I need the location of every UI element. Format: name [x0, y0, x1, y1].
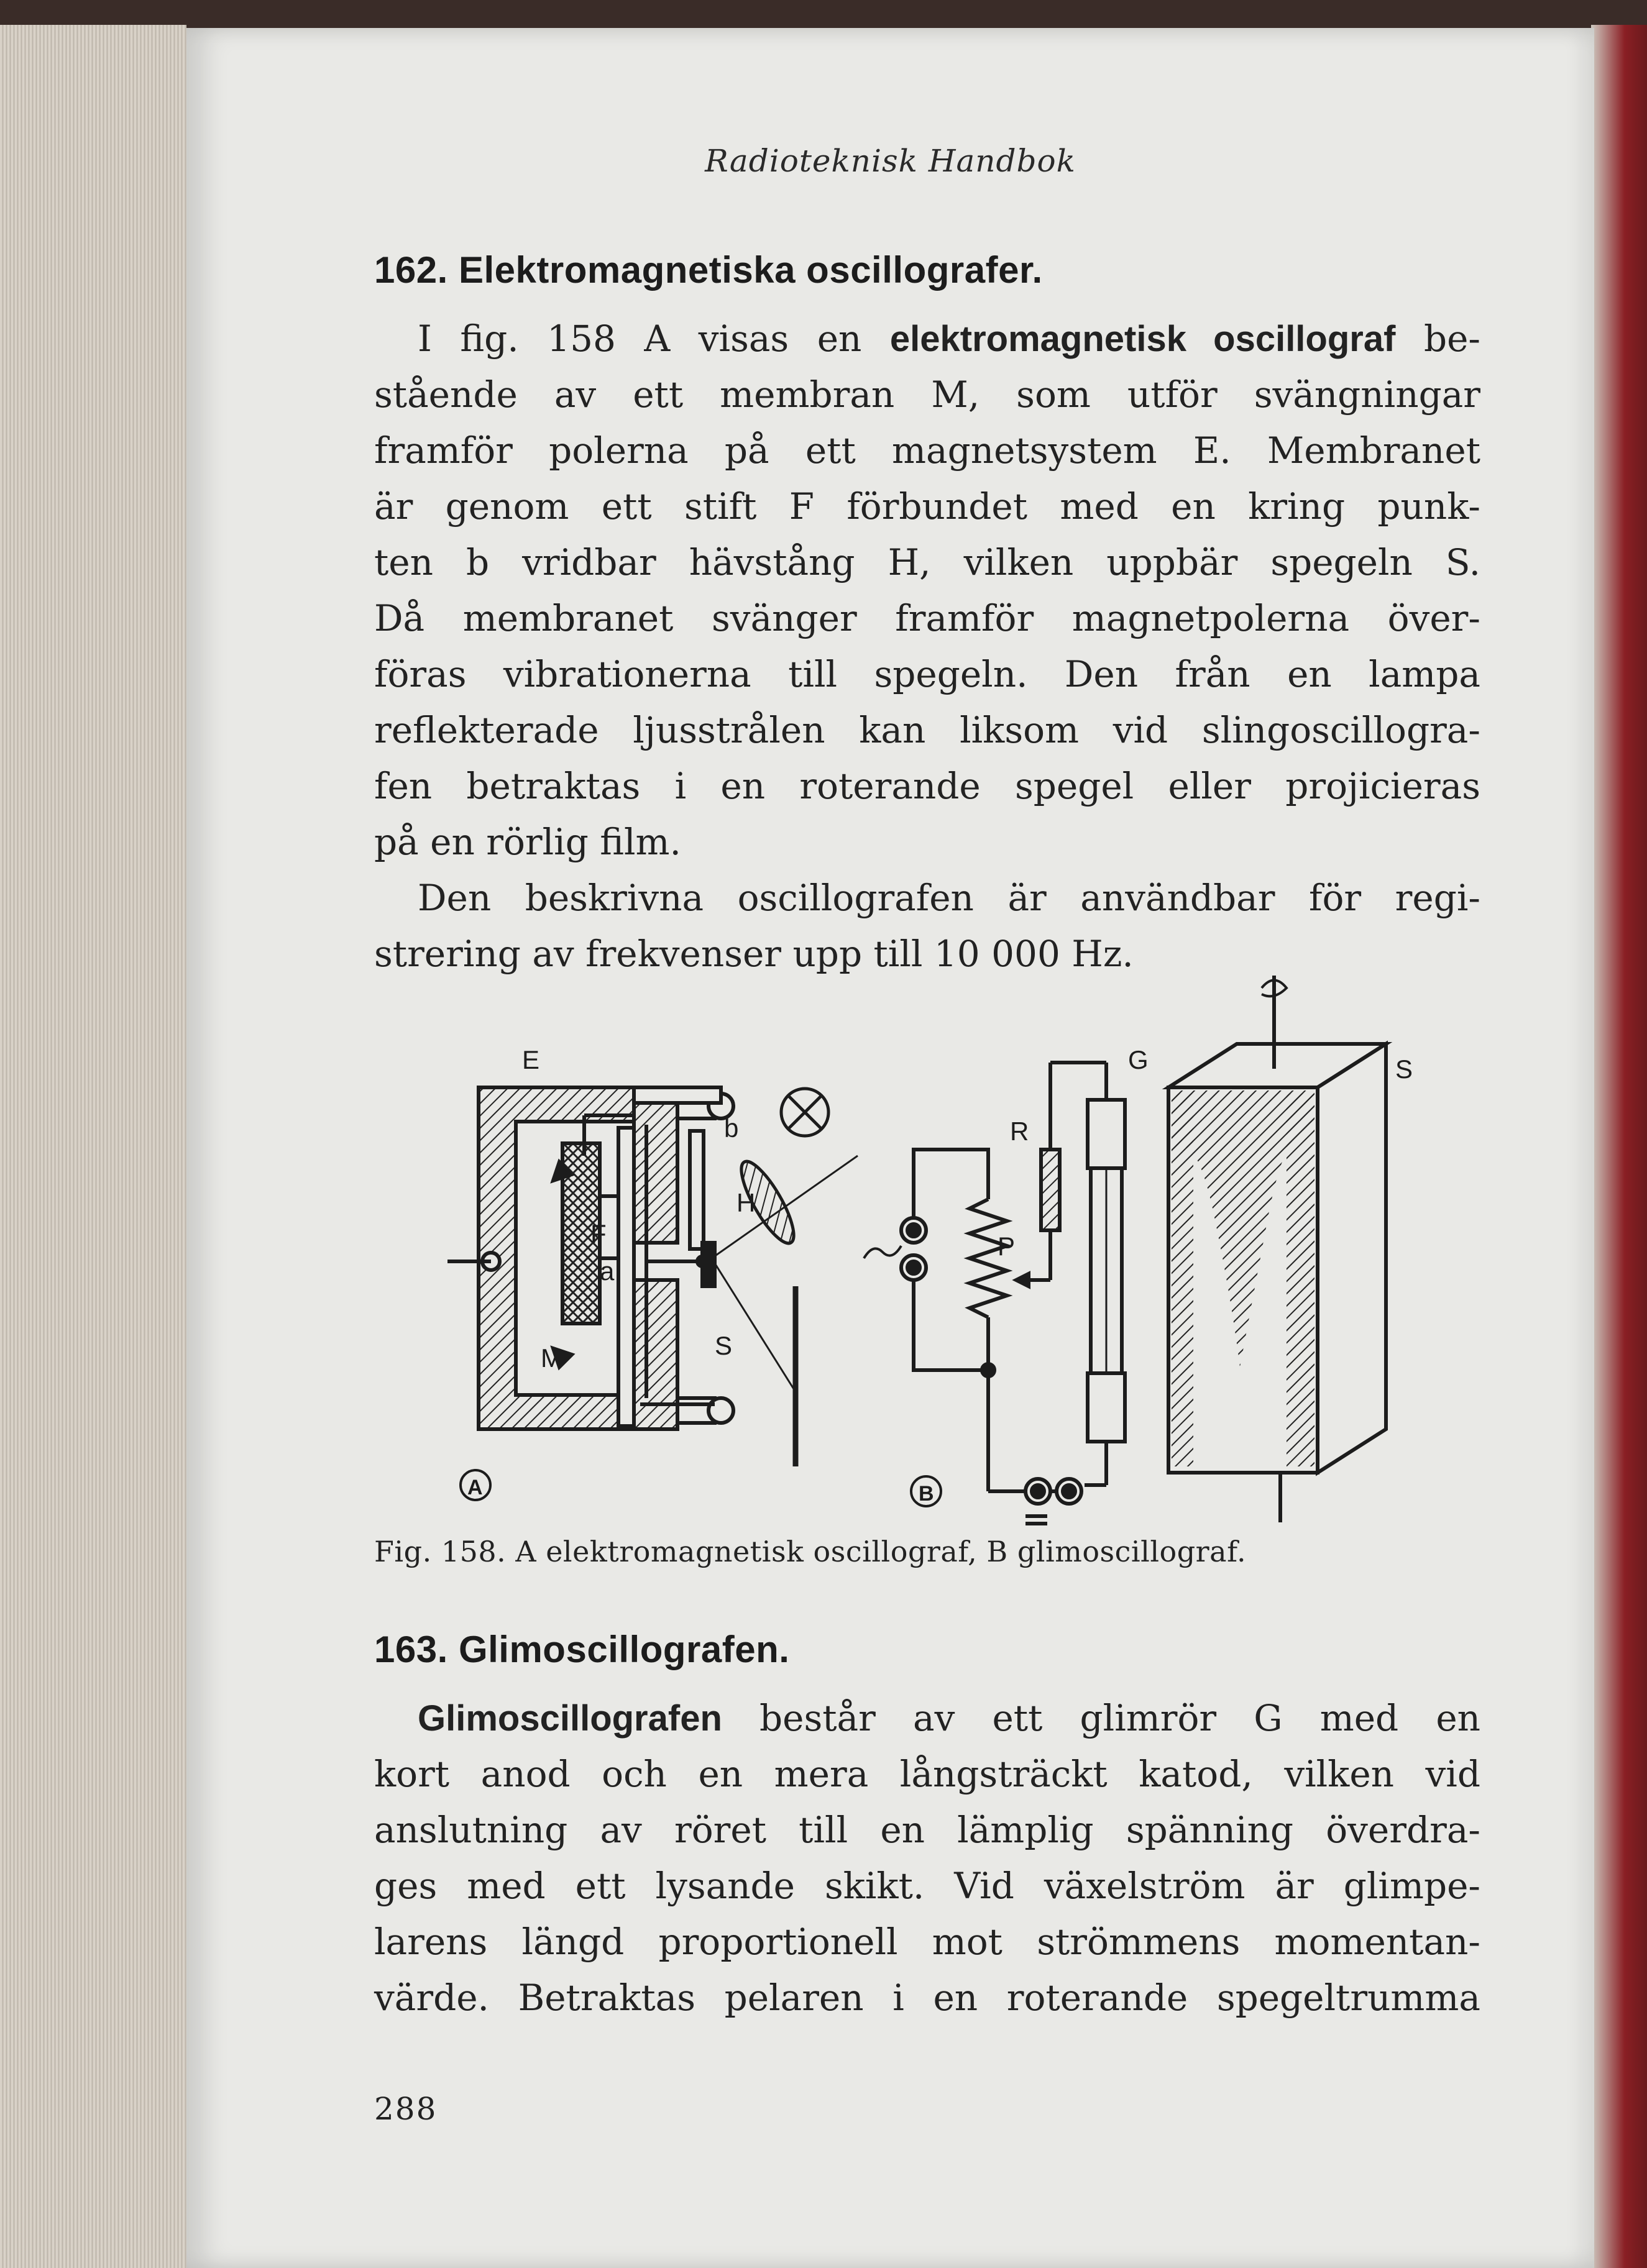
lens-and-lamp — [732, 1089, 828, 1466]
label-A: A — [467, 1476, 483, 1499]
text-line: reflekterade ljusstrålen kan liksom vid slingoscillogra- — [374, 709, 1480, 751]
page-stack-edge — [0, 25, 186, 2268]
bold-term: elektromagnetisk oscillograf — [889, 319, 1396, 359]
text-line: I fig. 158 A visas en elektromagnetisk oscillograf be- — [418, 318, 1480, 360]
label-B: B — [919, 1482, 934, 1506]
text-line: på en rörlig film. — [374, 821, 681, 863]
text-line: Den beskrivna oscillografen är användbar för regi- — [418, 877, 1480, 919]
text-line: ges med ett lysande skikt. Vid växelström är glimpe- — [374, 1865, 1480, 1907]
label-G: G — [1128, 1045, 1149, 1074]
text-line: anslutning av röret till en lämplig spänning överdra- — [374, 1809, 1480, 1851]
rotating-mirror-drum — [1168, 976, 1386, 1522]
text-line: strering av frekvenser upp till 10 000 Hz. — [374, 933, 1134, 975]
section-heading-162: 162. Elektromagnetiska oscillografer. — [374, 249, 1043, 291]
label-P: P — [998, 1232, 1016, 1261]
figure-158 — [429, 969, 1473, 1541]
oscillograph-b-diagram — [864, 1063, 1125, 1524]
bold-term: Glimoscillografen — [418, 1698, 722, 1739]
part-a-marker — [461, 1470, 490, 1500]
text-line: larens längd proportionell mot strömmens momentan- — [374, 1921, 1480, 1963]
text-line: stående av ett membran M, som utför svängningar — [374, 373, 1480, 416]
section-heading-163: 163. Glimoscillografen. — [374, 1629, 790, 1670]
page-number: 288 — [374, 2091, 438, 2127]
text-line: värde. Betraktas pelaren i en roterande spegeltrumma — [374, 1977, 1480, 2019]
text-line: Glimoscillografen består av ett glimrör G med en — [418, 1697, 1480, 1739]
label-M: M — [541, 1343, 562, 1373]
label-R: R — [1010, 1117, 1029, 1146]
label-H: H — [736, 1188, 756, 1217]
label-S: S — [715, 1331, 733, 1360]
part-b-marker — [911, 1476, 941, 1506]
text-line: ten b vridbar hävstång H, vilken uppbär spegeln S. — [374, 541, 1480, 583]
label-F: F — [590, 1219, 607, 1248]
text-line: Då membranet svänger framför magnetpolerna över- — [374, 597, 1480, 639]
label-b: b — [724, 1113, 739, 1143]
figure-caption: Fig. 158. A elektromagnetisk oscillograf, B glimoscillograf. — [374, 1535, 1247, 1568]
text-line: framför polerna på ett magnetsystem E. Membranet — [374, 429, 1480, 472]
section-163-body — [374, 1690, 1480, 2026]
text-line: fen betraktas i en roterande spegel eller projicieras — [374, 765, 1480, 807]
section-162-body — [374, 311, 1480, 982]
text-line: föras vibrationerna till spegeln. Den från en lampa — [374, 653, 1480, 695]
book-cover-edge — [1591, 25, 1647, 2268]
running-head: Radioteknisk Handbok — [705, 143, 1076, 179]
label-a: a — [600, 1256, 615, 1286]
text-line: är genom ett stift F förbundet med en kring punk- — [374, 485, 1480, 528]
label-S-drum: S — [1395, 1054, 1413, 1084]
label-E: E — [522, 1045, 540, 1074]
text-line: kort anod och en mera långsträckt katod, vilken vid — [374, 1753, 1480, 1795]
